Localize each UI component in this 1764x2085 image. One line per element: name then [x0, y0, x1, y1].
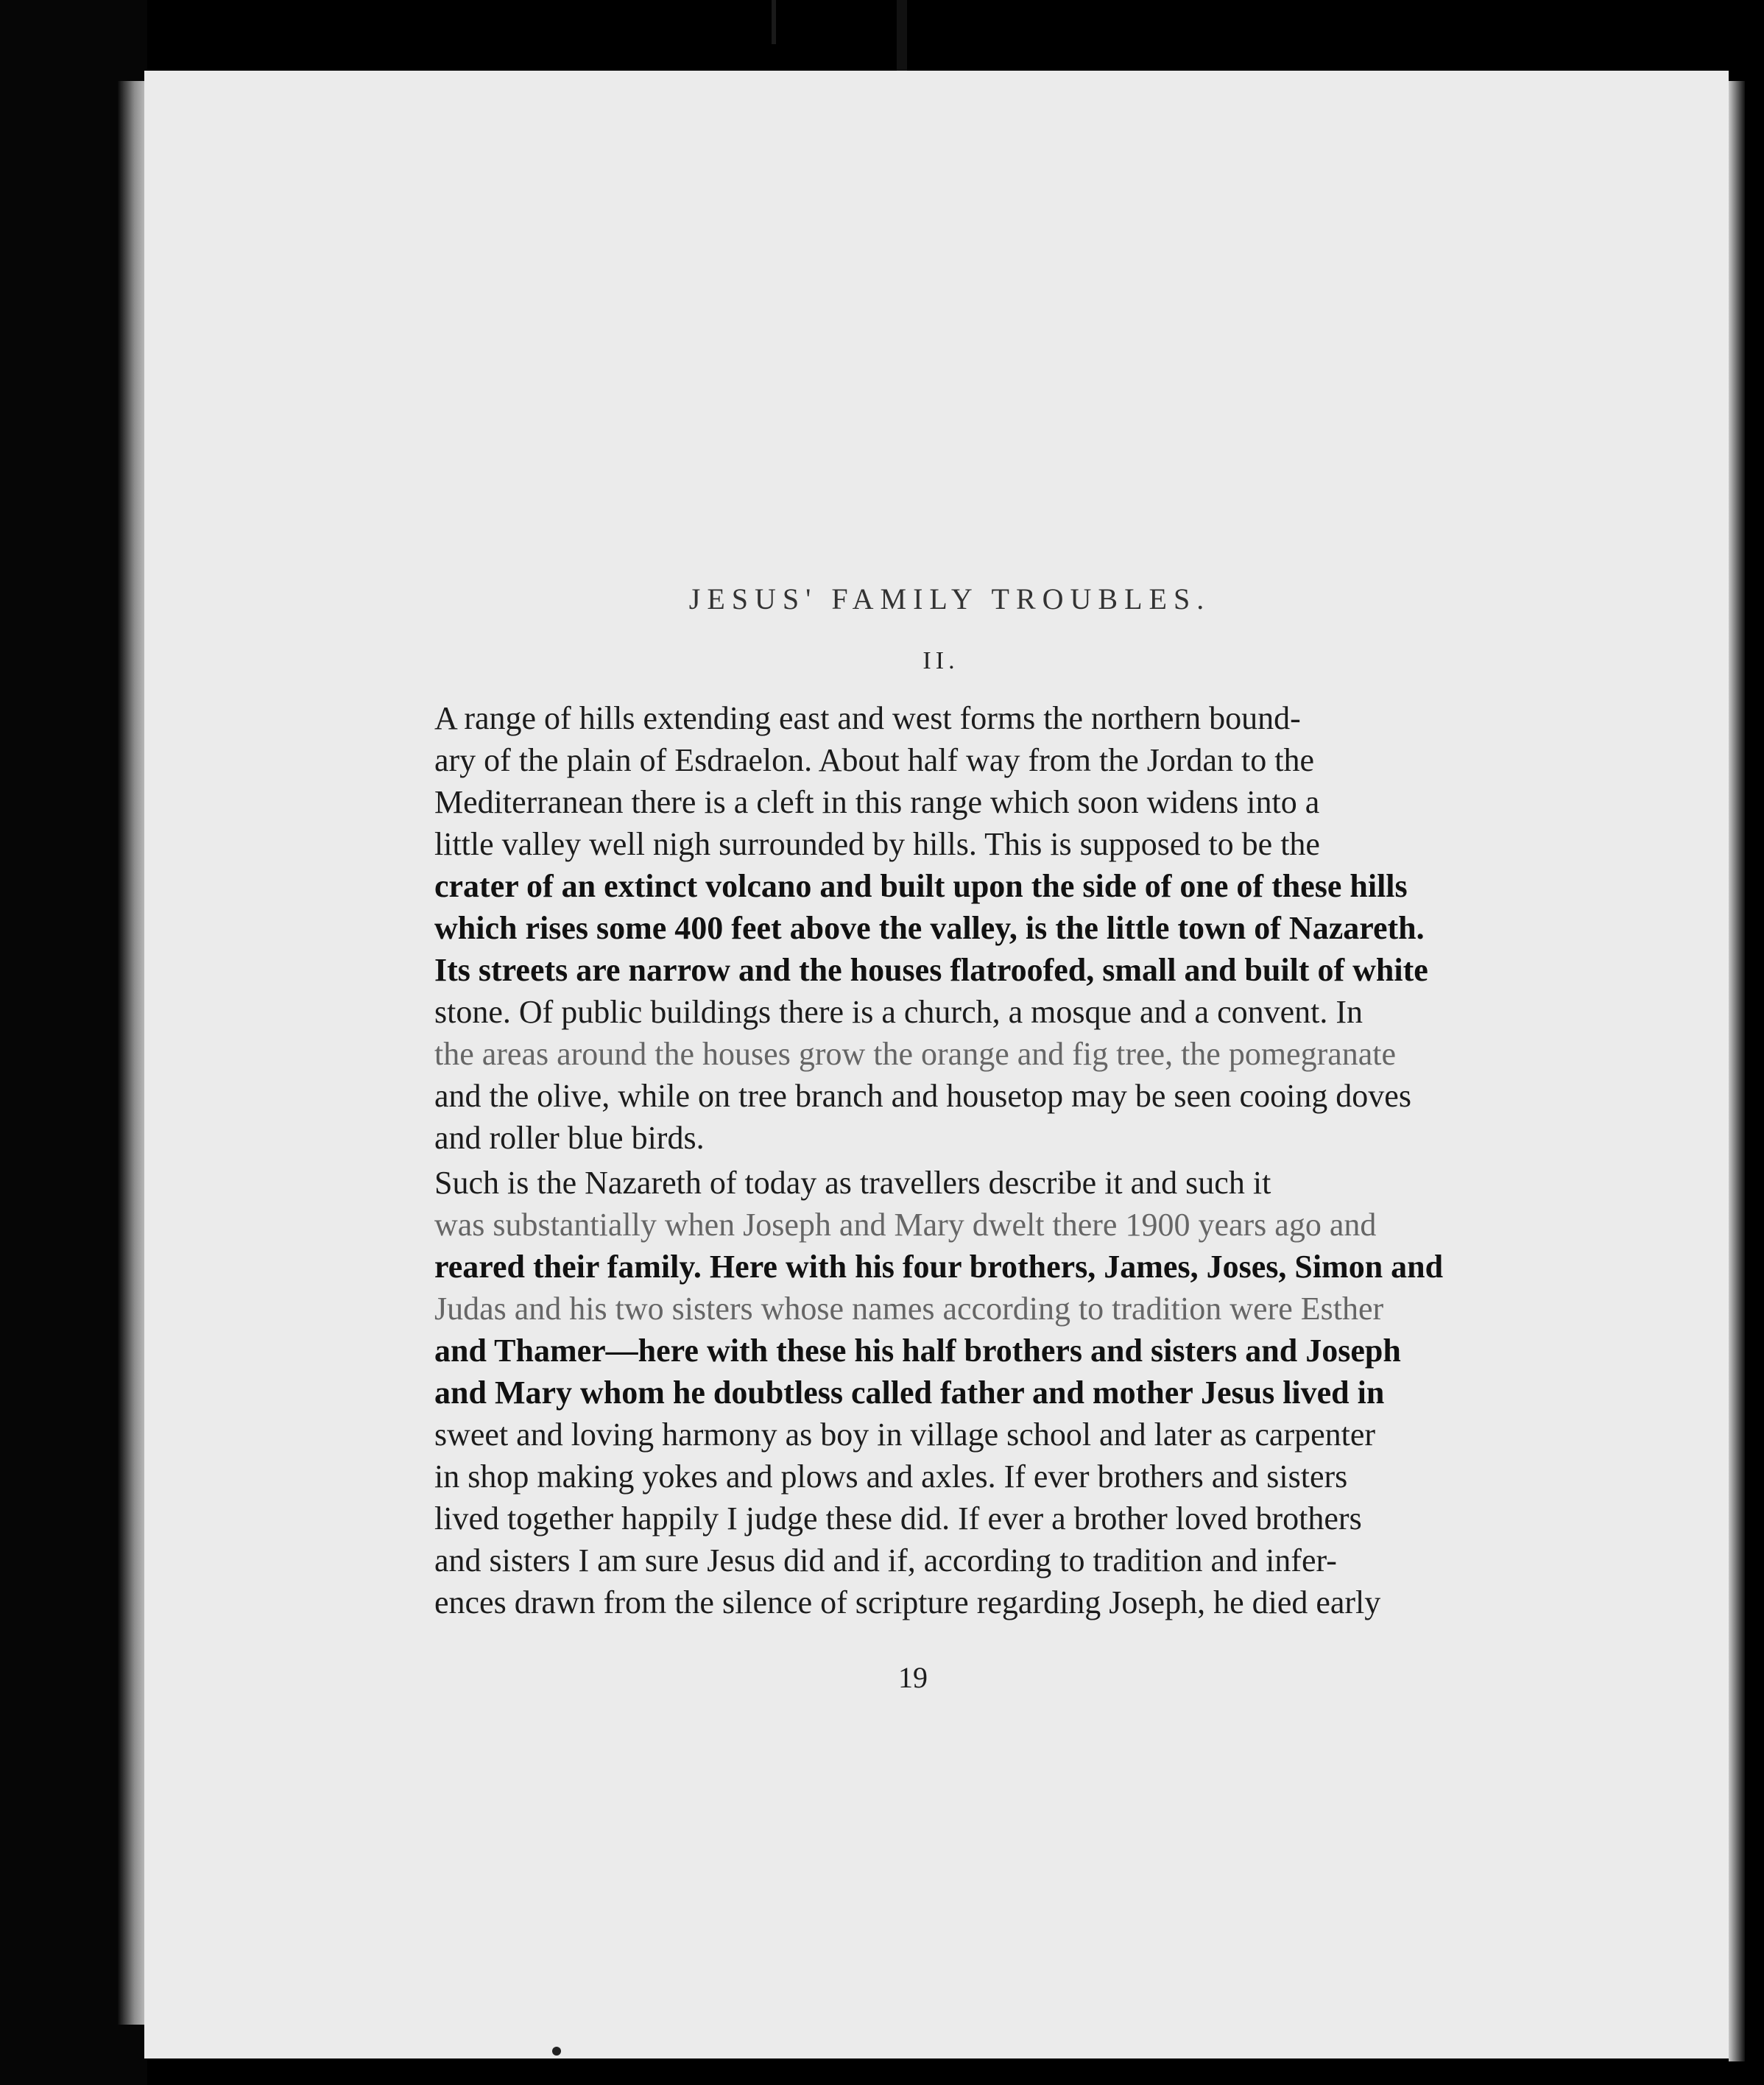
- text-line: reared their family. Here with his four brothers, James, Joses, Simon and: [434, 1249, 1444, 1285]
- text-line: which rises some 400 feet above the valley, is the little town of Nazareth.: [434, 910, 1425, 946]
- page-content: [375, 582, 1480, 1623]
- text-line: sweet and loving harmony as boy in village school and later as carpenter: [434, 1417, 1376, 1453]
- text-line: and the olive, while on tree branch and housetop may be seen cooing doves: [434, 1078, 1411, 1114]
- section-numeral: II.: [922, 647, 959, 674]
- text-line: Judas and his two sisters whose names according to tradition were Esther: [434, 1291, 1384, 1327]
- text-line: Such is the Nazareth of today as travellers describe it and such it: [434, 1165, 1271, 1201]
- scan-artifact-top: [897, 0, 907, 71]
- text-line: lived together happily I judge these did. If ever a brother loved brothers: [434, 1500, 1362, 1537]
- chapter-title: JESUS' FAMILY TROUBLES.: [688, 582, 1211, 615]
- text-line: and Mary whom he doubtless called father and mother Jesus lived in: [434, 1375, 1385, 1411]
- paragraph-1: [375, 697, 1480, 1159]
- text-line: ary of the plain of Esdraelon. About half way from the Jordan to the: [434, 742, 1315, 778]
- text-line: stone. Of public buildings there is a church, a mosque and a convent. In: [434, 994, 1363, 1030]
- text-line: and Thamer—here with these his half brothers and sisters and Joseph: [434, 1333, 1401, 1369]
- book-gutter: [118, 81, 146, 2025]
- text-line: and roller blue birds.: [434, 1120, 705, 1156]
- text-line: ences drawn from the silence of scripture regarding Joseph, he died early: [434, 1584, 1381, 1620]
- text-line: little valley well nigh surrounded by hills. This is supposed to be the: [434, 826, 1320, 862]
- text-line: crater of an extinct volcano and built upon the side of one of these hills: [434, 868, 1408, 904]
- scan-artifact-top-small: [772, 0, 776, 44]
- text-line: Mediterranean there is a cleft in this range which soon widens into a: [434, 784, 1320, 820]
- scan-artifact-dot: [552, 2047, 561, 2056]
- page-edge-shadow: [1729, 81, 1745, 2061]
- text-line: A range of hills extending east and west forms the northern bound-: [434, 700, 1301, 736]
- text-line: Its streets are narrow and the houses flatroofed, small and built of white: [434, 952, 1428, 988]
- text-line: was substantially when Joseph and Mary dwelt there 1900 years ago and: [434, 1207, 1377, 1243]
- text-line: and sisters I am sure Jesus did and if, according to tradition and infer-: [434, 1542, 1337, 1578]
- paragraph-2: [375, 1162, 1480, 1623]
- text-line: in shop making yokes and plows and axles. If ever brothers and sisters: [434, 1458, 1348, 1495]
- text-line: the areas around the houses grow the orange and fig tree, the pomegranate: [434, 1036, 1397, 1072]
- page-number: 19: [898, 1661, 928, 1694]
